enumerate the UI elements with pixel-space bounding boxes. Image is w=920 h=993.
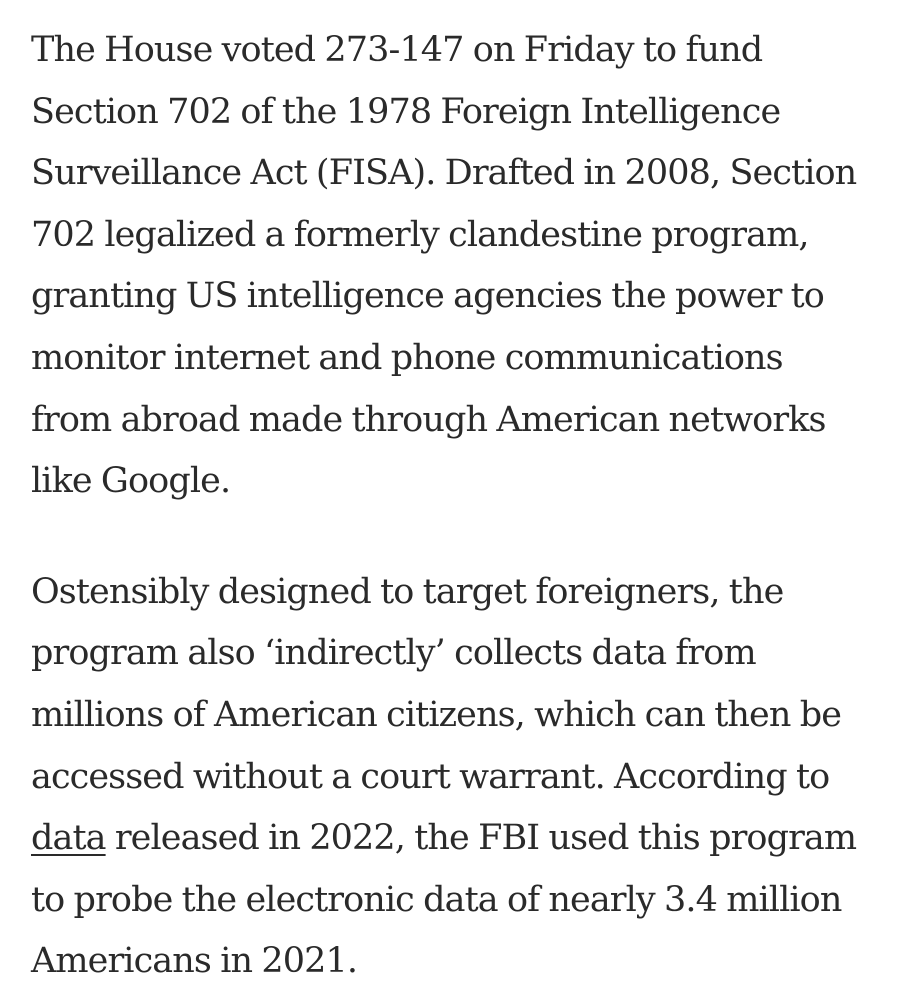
text-line: like Google. bbox=[31, 461, 231, 502]
text-line: millions of American citizens, which can then be bbox=[31, 694, 842, 735]
text-line: monitor internet and phone communications bbox=[31, 337, 783, 378]
text-line: granting US intelligence agencies the power to bbox=[31, 276, 824, 317]
text-line: Americans in 2021. bbox=[31, 941, 358, 982]
text-line: The House voted 273-147 on Friday to fund bbox=[31, 30, 763, 70]
text-line-with-link bbox=[31, 808, 920, 870]
text-line: Ostensibly designed to target foreigners, the bbox=[31, 571, 784, 612]
text-line: accessed without a court warrant. According to bbox=[31, 756, 830, 797]
text-line: Surveillance Act (FISA). Drafted in 2008, Section bbox=[31, 153, 857, 194]
paragraph-1 bbox=[31, 20, 920, 513]
text-line: program also ‘indirectly’ collects data from bbox=[31, 633, 756, 674]
text-fragment: released in 2022, the FBI used this program bbox=[105, 818, 857, 859]
data-link[interactable]: data bbox=[31, 818, 106, 859]
paragraph-2 bbox=[31, 562, 920, 993]
text-line: from abroad made through American networks bbox=[31, 399, 826, 440]
text-line: 702 legalized a formerly clandestine program, bbox=[31, 214, 809, 255]
text-line: to probe the electronic data of nearly 3.4 million bbox=[31, 879, 842, 920]
text-line: Section 702 of the 1978 Foreign Intelligence bbox=[31, 91, 781, 132]
